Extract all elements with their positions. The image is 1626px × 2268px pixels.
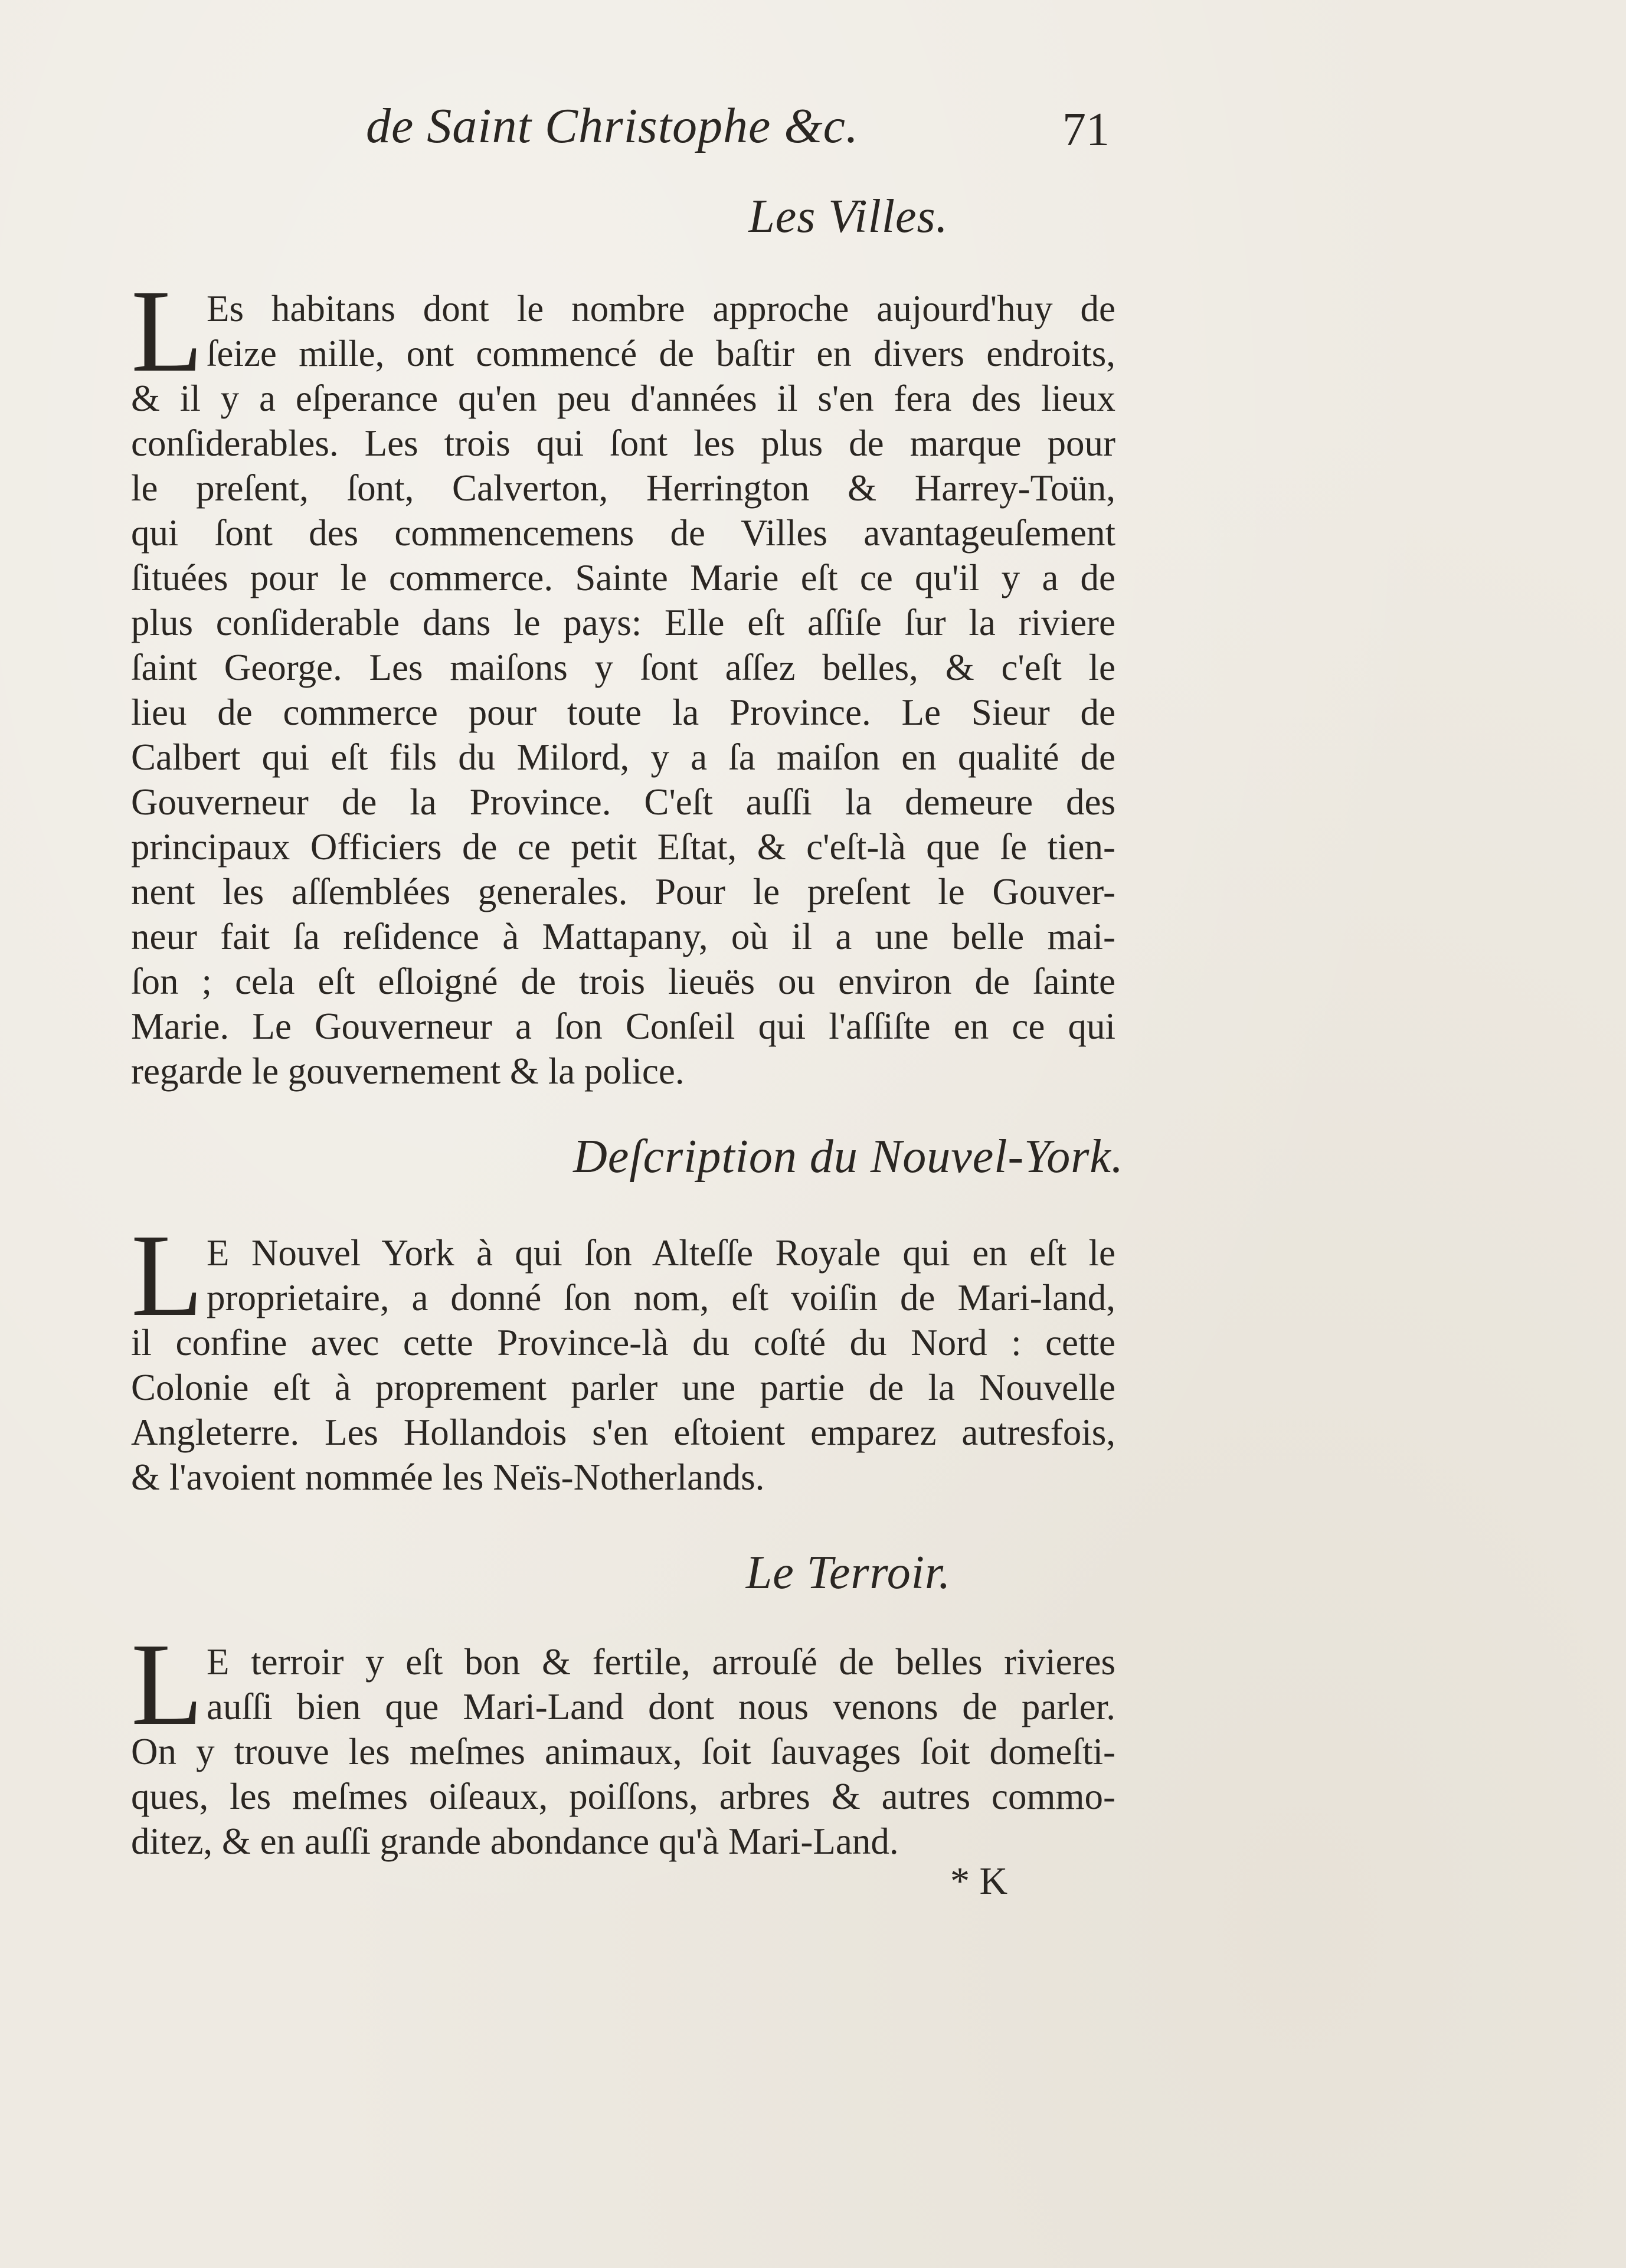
text-line: ſon ; cela eſt eſloigné de trois lieuës ou environ de ſainte — [131, 961, 1115, 1002]
drop-cap: L — [131, 1210, 204, 1341]
text-line: principaux Officiers de ce petit Eſtat, & c'eſt-là que ſe tien- — [131, 826, 1115, 868]
text-line: Gouverneur de la Province. C'eſt auſſi la demeure des — [131, 781, 1115, 823]
text-line: ques, les meſmes oiſeaux, poiſſons, arbres & autres commo- — [131, 1776, 1115, 1817]
text-line: Es habitans dont le nombre approche aujourd'huy de — [207, 288, 1115, 329]
paragraph-nouvel-york — [131, 1210, 1115, 1500]
text-line: nent les aſſemblées generales. Pour le preſent le Gouver- — [131, 871, 1115, 912]
text-line: ditez, & en auſſi grande abondance qu'à Mari-Land. — [131, 1821, 899, 1862]
text-line: ſituées pour le commerce. Sainte Marie eſt ce qu'il y a de — [131, 557, 1115, 598]
paragraph-terroir — [131, 1619, 1115, 1864]
text-line: auſſi bien que Mari-Land dont nous venons de parler. — [207, 1686, 1115, 1727]
text-line: ſaint George. Les maiſons y ſont aſſez belles, & c'eſt le — [131, 647, 1115, 688]
text-line: Calbert qui eſt fils du Milord, y a ſa maiſon en qualité de — [131, 737, 1115, 778]
text-line: ſeize mille, ont commencé de baſtir en divers endroits, — [207, 333, 1115, 374]
paragraph-villes — [131, 266, 1115, 1094]
text-line: regarde le gouvernement & la police. — [131, 1050, 685, 1092]
text-line: On y trouve les meſmes animaux, ſoit ſauvages ſoit domeſti- — [131, 1731, 1115, 1772]
text-line: & l'avoient nommée les Neïs-Notherlands. — [131, 1457, 765, 1498]
text-line: le preſent, ſont, Calverton, Herrington & Harrey-Toün, — [131, 467, 1115, 509]
drop-cap: L — [131, 1619, 204, 1750]
text-line: qui ſont des commencemens de Villes avantageuſement — [131, 512, 1115, 554]
drop-cap: L — [131, 266, 204, 397]
text-line: conſiderables. Les trois qui ſont les plus de marque pour — [131, 423, 1115, 464]
section-heading-nouvel-york: Deſcription du Nouvel-York. — [573, 1131, 1124, 1183]
text-line: Marie. Le Gouverneur a ſon Conſeil qui l'aſſiſte en ce qui — [131, 1006, 1115, 1047]
running-head: de Saint Christophe &c. — [366, 99, 859, 153]
text-line: E Nouvel York à qui ſon Alteſſe Royale qui en eſt le — [207, 1232, 1115, 1274]
catchword-signature: * K — [950, 1860, 1008, 1903]
page-number: 71 — [1062, 104, 1110, 156]
text-line: proprietaire, a donné ſon nom, eſt voiſin de Mari-land, — [207, 1277, 1115, 1318]
text-line: Colonie eſt à proprement parler une partie de la Nouvelle — [131, 1367, 1115, 1408]
text-line: il confine avec cette Province-là du coſté du Nord : cette — [131, 1322, 1115, 1363]
text-line: plus conſiderable dans le pays: Elle eſt aſſiſe ſur la riviere — [131, 602, 1115, 643]
text-line: & il y a eſperance qu'en peu d'années il s'en fera des lieux — [131, 378, 1115, 419]
section-heading-terroir: Le Terroir. — [745, 1547, 951, 1599]
text-line: Angleterre. Les Hollandois s'en eſtoient emparez autresfois, — [131, 1412, 1115, 1453]
text-line: neur fait ſa reſidence à Mattapany, où il a une belle mai- — [131, 916, 1115, 957]
text-line: lieu de commerce pour toute la Province. Le Sieur de — [131, 692, 1115, 733]
section-heading-villes: Les Villes. — [748, 191, 948, 243]
text-line: E terroir y eſt bon & fertile, arrouſé de belles rivieres — [207, 1641, 1115, 1683]
